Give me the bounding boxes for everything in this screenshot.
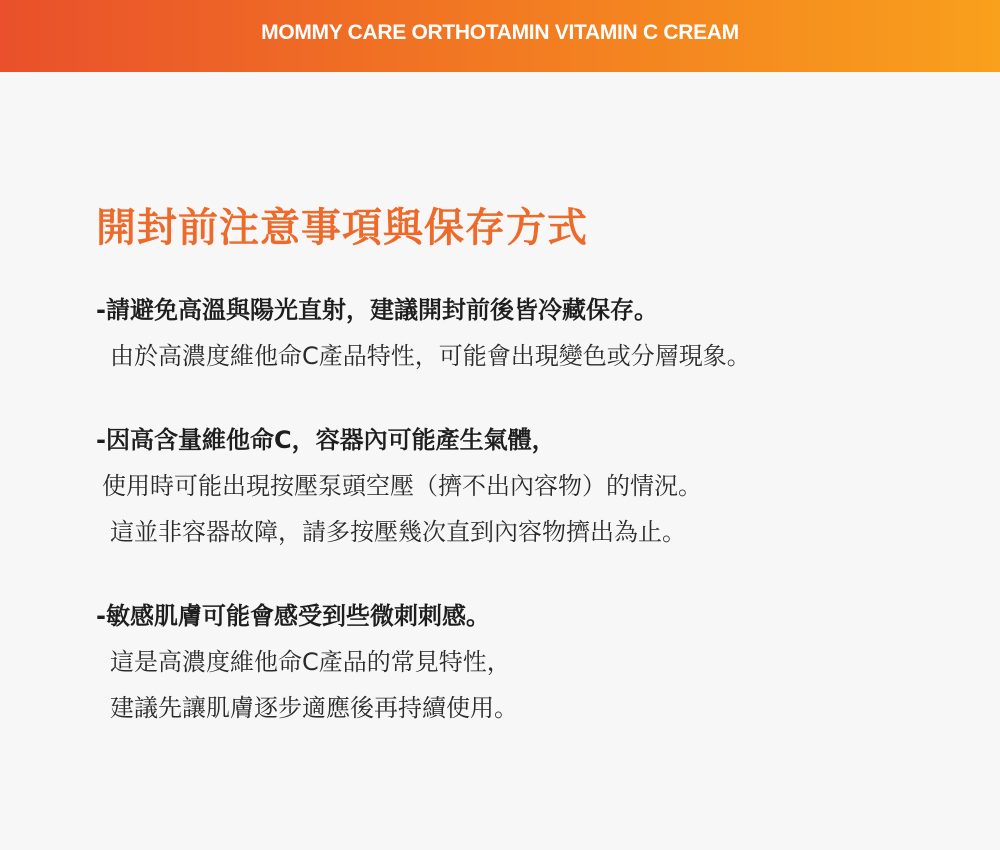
gas-note [96, 417, 976, 555]
note-heading: -敏感肌膚可能會感受到些微刺刺感。 [96, 602, 490, 630]
note-heading: -因高含量維他命C，容器內可能產生氣體， [96, 426, 556, 454]
note-line: 這並非容器故障，請多按壓幾次直到內容物擠出為止。 [110, 518, 686, 546]
storage-note [96, 287, 976, 379]
note-line: 使用時可能出現按壓泵頭空壓（擠不出內容物）的情況。 [102, 472, 702, 500]
note-heading: -請避免高溫與陽光直射，建議開封前後皆冷藏保存。 [96, 296, 658, 324]
top-banner [0, 0, 1000, 72]
note-line: 這是高濃度維他命C產品的常見特性， [110, 648, 511, 676]
section-title: 開封前注意事項與保存方式 [96, 205, 588, 251]
precautions-section [96, 198, 976, 769]
sensitivity-note [96, 593, 976, 731]
banner-title: MOMMY CARE ORTHOTAMIN VITAMIN C CREAM [261, 21, 739, 44]
note-line: 由於高濃度維他命C產品特性，可能會出現變色或分層現象。 [110, 342, 751, 370]
note-line: 建議先讓肌膚逐步適應後再持續使用。 [110, 694, 518, 722]
